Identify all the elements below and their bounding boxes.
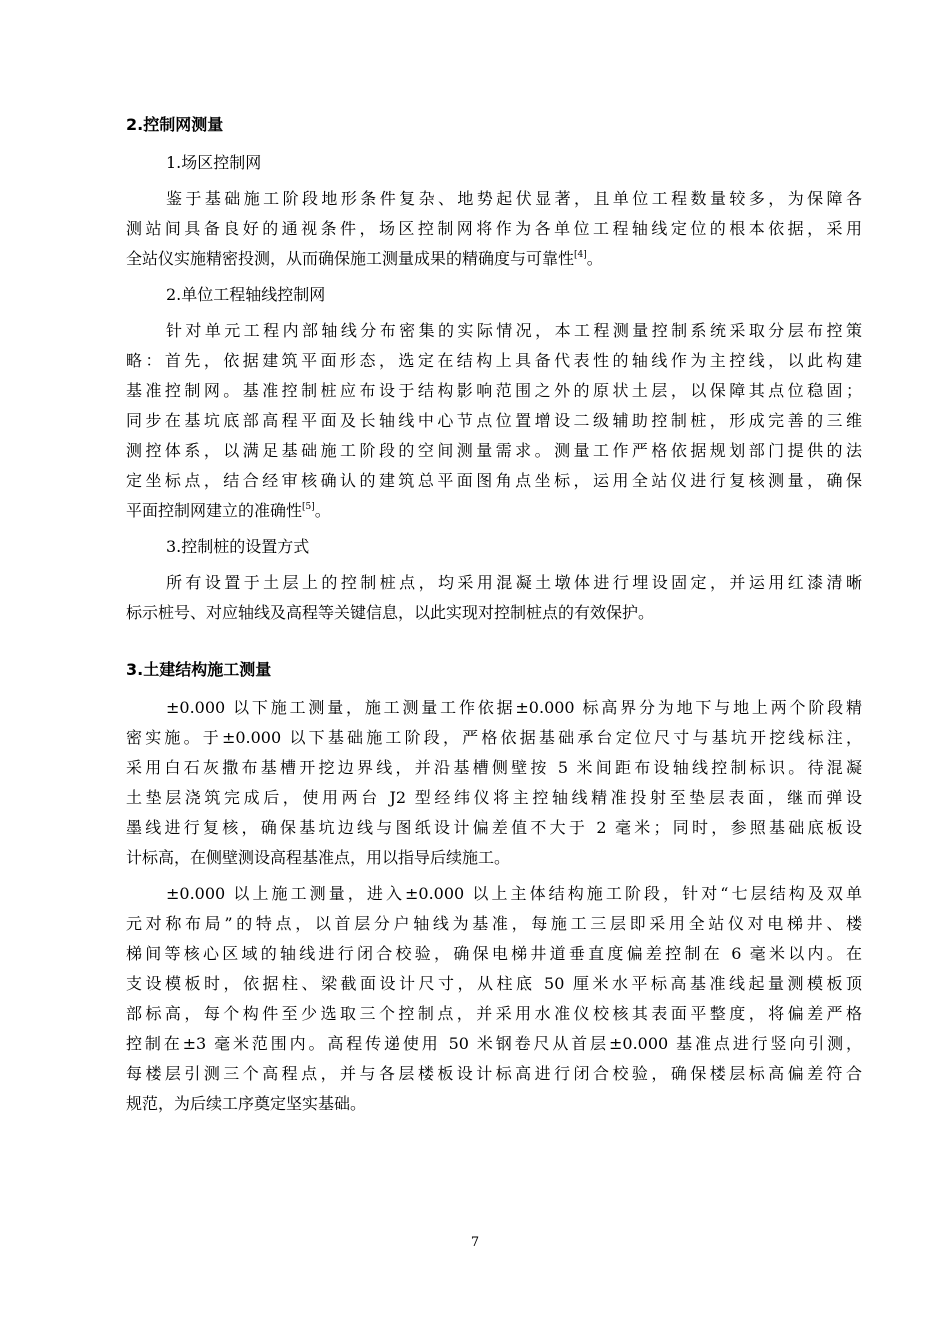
text-segment: 全站仪实施精密投测，从而确保施工测量成果的精确度与可靠性: [126, 249, 575, 268]
text-line: 针对单元工程内部轴线分布密集的实际情况，本工程测量控制系统采取分层布控策: [166, 321, 862, 340]
page-number: 7: [470, 1235, 480, 1250]
text-segment: 平面控制网建立的准确性: [126, 501, 303, 520]
paragraph-control-stake-setup: [126, 568, 862, 628]
text-line: 采用白石灰撒布基槽开挖边界线，并沿基槽侧壁按 5 米间距布设轴线控制标识。待混凝: [126, 758, 862, 777]
text-line: ±0.000 以下施工测量，施工测量工作依据±0.000 标高界分为地下与地上两个阶段精: [166, 698, 862, 717]
text-line: 梯间等核心区域的轴线进行闭合校验，确保电梯井道垂直度偏差控制在 6 毫米以内。在: [126, 944, 862, 963]
text-line: 每楼层引测三个高程点，并与各层楼板设计标高进行闭合校验，确保楼层标高偏差符合: [126, 1064, 862, 1083]
text-line: 规范，为后续工序奠定坚实基础。: [126, 1094, 367, 1113]
text-line: 墨线进行复核，确保基坑边线与图纸设计偏差值不大于 2 毫米；同时，参照基础底板设: [126, 818, 862, 837]
subheading-site-control-network: 1.场区控制网: [166, 153, 262, 172]
text-line: 标示桩号、对应轴线及高程等关键信息，以此实现对控制桩点的有效保护。: [126, 603, 655, 622]
citation-ref: [5]: [302, 502, 315, 512]
page-content: [126, 110, 862, 1125]
text-line: ±0.000 以上施工测量，进入±0.000 以上主体结构施工阶段，针对“七层结构及双单: [166, 884, 862, 903]
paragraph-axis-control-network: [126, 316, 862, 526]
text-line: 基准控制网。基准控制桩应布设于结构影响范围之外的原状土层，以保障其点位稳固；: [126, 381, 862, 400]
subheading-control-stake-setup: 3.控制桩的设置方式: [166, 537, 310, 556]
text-line: 鉴于基础施工阶段地形条件复杂、地势起伏显著，且单位工程数量较多，为保障各: [166, 189, 862, 208]
text-line: 测控体系，以满足基础施工阶段的空间测量需求。测量工作严格依据规划部门提供的法: [126, 441, 862, 460]
text-segment: 。: [586, 249, 603, 268]
text-line: [126, 496, 862, 526]
text-line: [126, 244, 862, 274]
text-line: 土垫层浇筑完成后，使用两台 J2 型经纬仪将主控轴线精准投射至垫层表面，继而弹设: [126, 788, 862, 807]
paragraph-below-zero-survey: [126, 693, 862, 873]
text-line: 略：首先，依据建筑平面形态，选定在结构上具备代表性的轴线作为主控线，以此构建: [126, 351, 862, 370]
text-segment: 。: [314, 501, 331, 520]
text-line: 部标高，每个构件至少选取三个控制点，并采用水准仪校核其表面平整度，将偏差严格: [126, 1004, 862, 1023]
text-line: 计标高，在侧壁测设高程基准点，用以指导后续施工。: [126, 848, 511, 867]
section-heading-civil-construction-survey: 3.土建结构施工测量: [126, 660, 272, 679]
section-heading-control-network: 2.控制网测量: [126, 115, 224, 134]
text-line: 元对称布局”的特点，以首层分户轴线为基准，每施工三层即采用全站仪对电梯井、楼: [126, 914, 862, 933]
text-line: 密实施。于±0.000 以下基础施工阶段，严格依据基础承台定位尺寸与基坑开挖线标注，: [126, 728, 862, 747]
subheading-axis-control-network: 2.单位工程轴线控制网: [166, 285, 326, 304]
paragraph-above-zero-survey: [126, 879, 862, 1119]
text-line: 所有设置于土层上的控制桩点，均采用混凝土墩体进行埋设固定，并运用红漆清晰: [166, 573, 862, 592]
paragraph-site-control-network: [126, 184, 862, 274]
text-line: 支设模板时，依据柱、梁截面设计尺寸，从柱底 50 厘米水平标高基准线起量测模板顶: [126, 974, 862, 993]
text-line: 控制在±3 毫米范围内。高程传递使用 50 米钢卷尺从首层±0.000 基准点进行竖向引测，: [126, 1034, 862, 1053]
text-line: 定坐标点，结合经审核确认的建筑总平面图角点坐标，运用全站仪进行复核测量，确保: [126, 471, 862, 490]
citation-ref: [4]: [574, 250, 587, 260]
text-line: 同步在基坑底部高程平面及长轴线中心节点位置增设二级辅助控制桩，形成完善的三维: [126, 411, 862, 430]
text-line: 测站间具备良好的通视条件，场区控制网将作为各单位工程轴线定位的根本依据，采用: [126, 219, 862, 238]
